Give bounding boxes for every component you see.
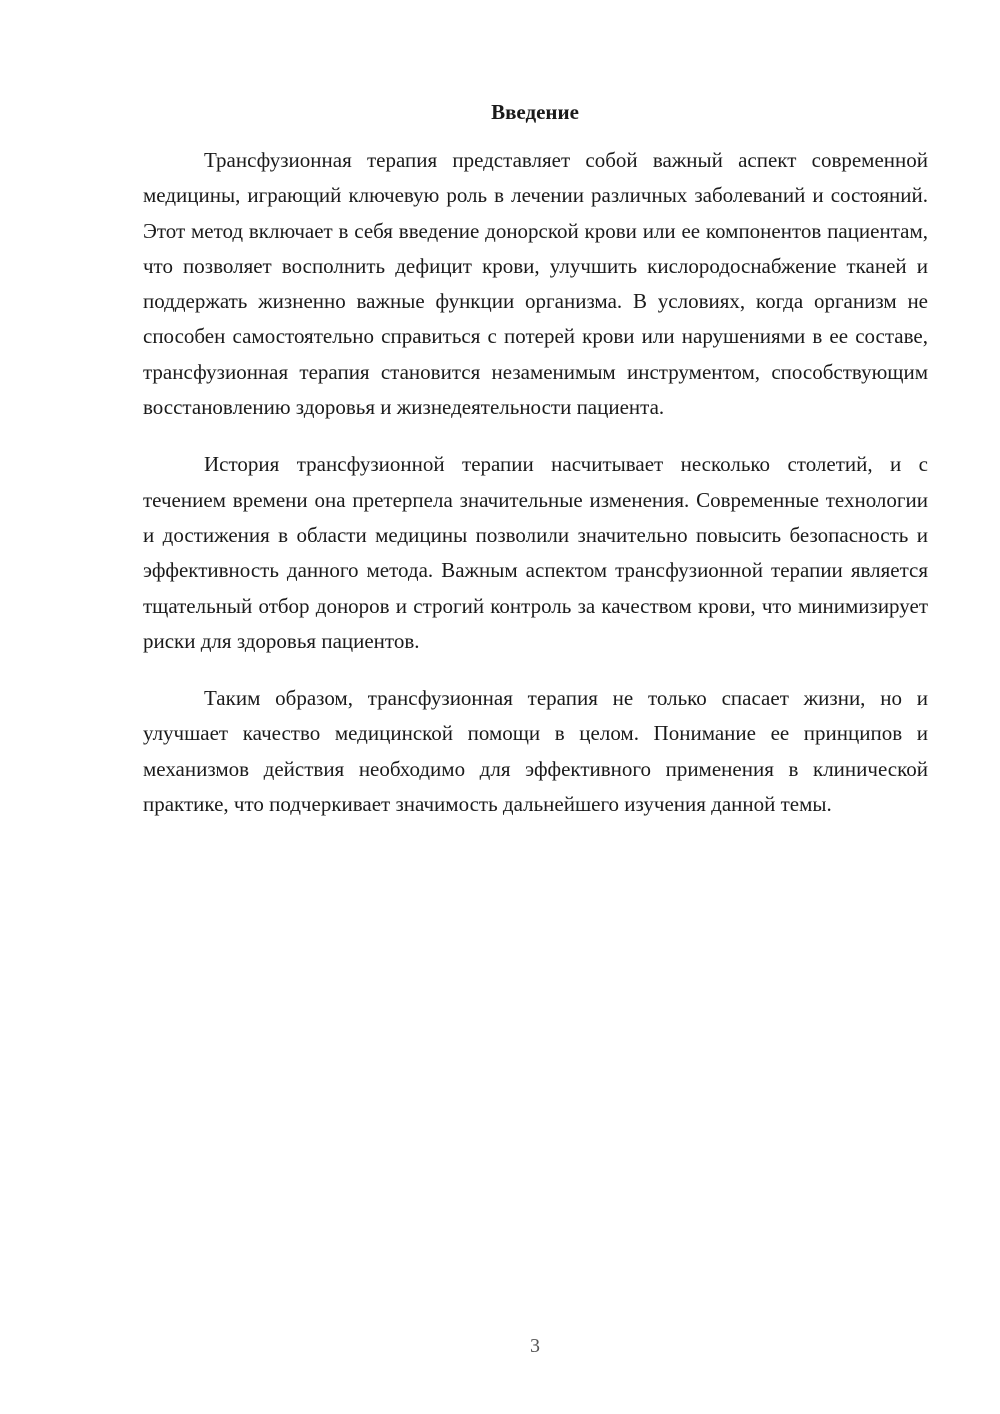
paragraph-conclusion: Таким образом, трансфузионная терапия не только спасает жизни, но и улучшает качество медицинской помощи в целом. Понимание ее принципов и механизмов действия необходимо для эффективного применения в клинической практике, что подчеркивает значимость дальнейшего изучения данной темы. bbox=[143, 686, 928, 817]
paragraph-intro: Трансфузионная терапия представляет собой важный аспект современной медицины, играющий ключевую роль в лечении различных заболеваний и состояний. Этот метод включает в себя введение донорской крови или ее компонентов пациентам, что позволяет восполнить дефицит крови, улучшить кислородоснабжение тканей и поддержать жизненно важные функции организма. В условиях, когда организм не способен самостоятельно справиться с потерей крови или нарушениями в ее составе, трансфузионная терапия становится незаменимым инструментом, способствующим восстановлению здоровья и жизнедеятельности пациента. bbox=[143, 148, 928, 420]
body-text bbox=[143, 143, 928, 844]
section-title: Введение bbox=[491, 100, 579, 124]
paragraph-history: История трансфузионной терапии насчитывает несколько столетий, и с течением времени она претерпела значительные изменения. Современные технологии и достижения в области медицины позволили значительно повысить безопасность и эффективность данного метода. Важным аспектом трансфузионной терапии является тщательный отбор доноров и строгий контроль за качеством крови, что минимизирует риски для здоровья пациентов. bbox=[143, 452, 928, 653]
page-number: 3 bbox=[530, 1335, 540, 1357]
